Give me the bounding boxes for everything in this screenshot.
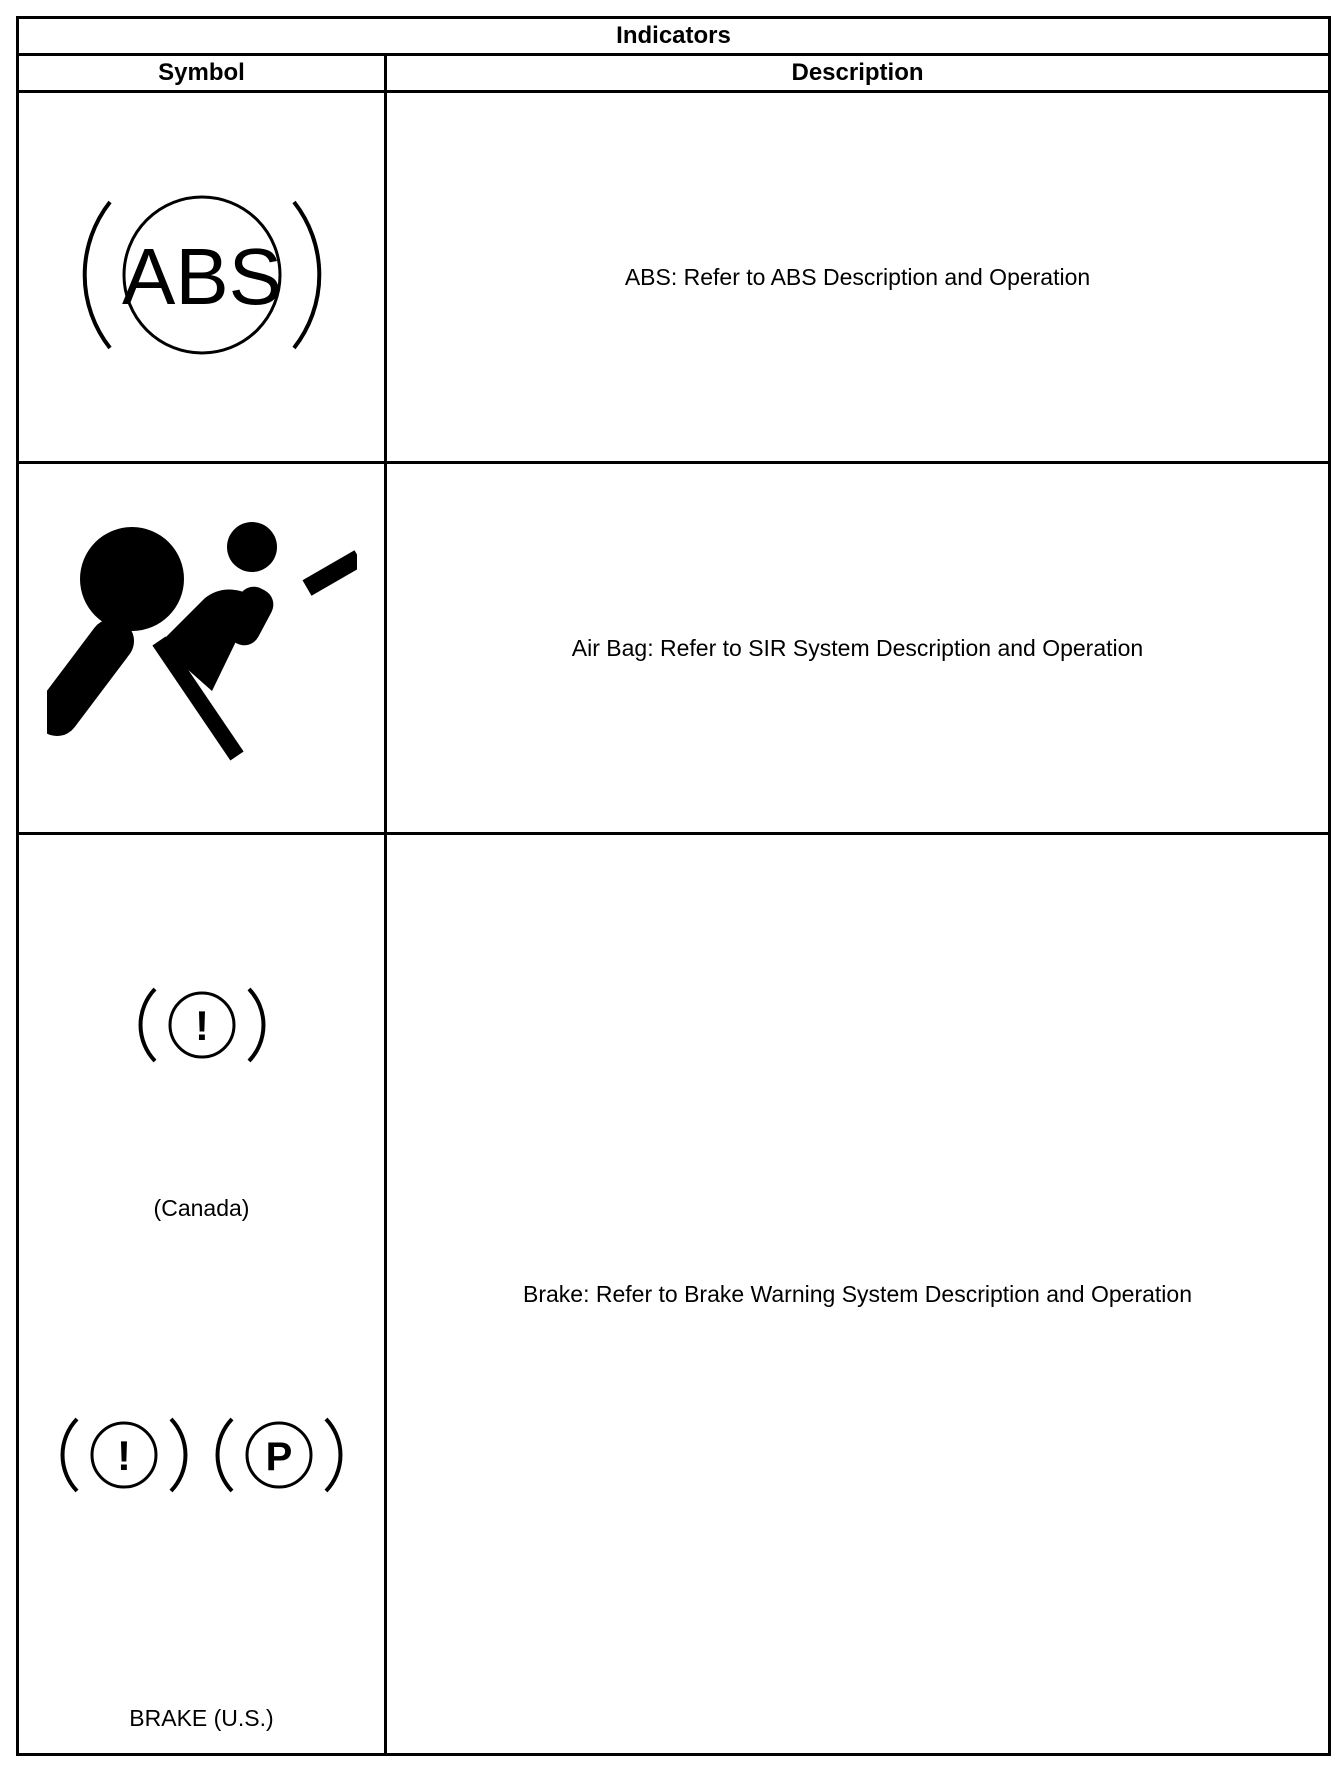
table-title: Indicators [18, 18, 1330, 55]
symbol-cell [18, 463, 386, 834]
table-row [18, 834, 1330, 1755]
brake-caption-us: BRAKE (U.S.) [129, 1705, 274, 1731]
brake-symbols-us [19, 1415, 384, 1500]
description-cell: Air Bag: Refer to SIR System Description and Operation [386, 463, 1330, 834]
description-cell: ABS: Refer to ABS Description and Operation [386, 92, 1330, 463]
parking-brake-glyph: P [265, 1435, 293, 1479]
indicators-table [16, 16, 1331, 1756]
symbol-cell [18, 834, 386, 1755]
description-column-header: Description [386, 55, 1330, 92]
table-row [18, 92, 1330, 463]
abs-icon-label: ABS [121, 231, 282, 321]
brake-caption-canada: (Canada) [153, 1195, 250, 1221]
brake-icon-glyph: ! [194, 1002, 209, 1049]
symbol-column-header: Symbol [18, 55, 386, 92]
abs-warning-icon [82, 190, 322, 360]
parking-brake-icon [214, 1415, 344, 1495]
airbag-warning-icon [47, 516, 357, 776]
brake-warning-icon [59, 1415, 189, 1495]
brake-symbol-canada [19, 985, 384, 1070]
description-cell: Brake: Refer to Brake Warning System Description and Operation [386, 834, 1330, 1755]
table-header-row [18, 55, 1330, 92]
brake-warning-icon [137, 985, 267, 1065]
brake-icon-glyph: ! [117, 1432, 132, 1479]
indicators-sheet [16, 16, 1328, 1756]
symbol-cell [18, 92, 386, 463]
table-row [18, 463, 1330, 834]
table-title-row [18, 18, 1330, 55]
